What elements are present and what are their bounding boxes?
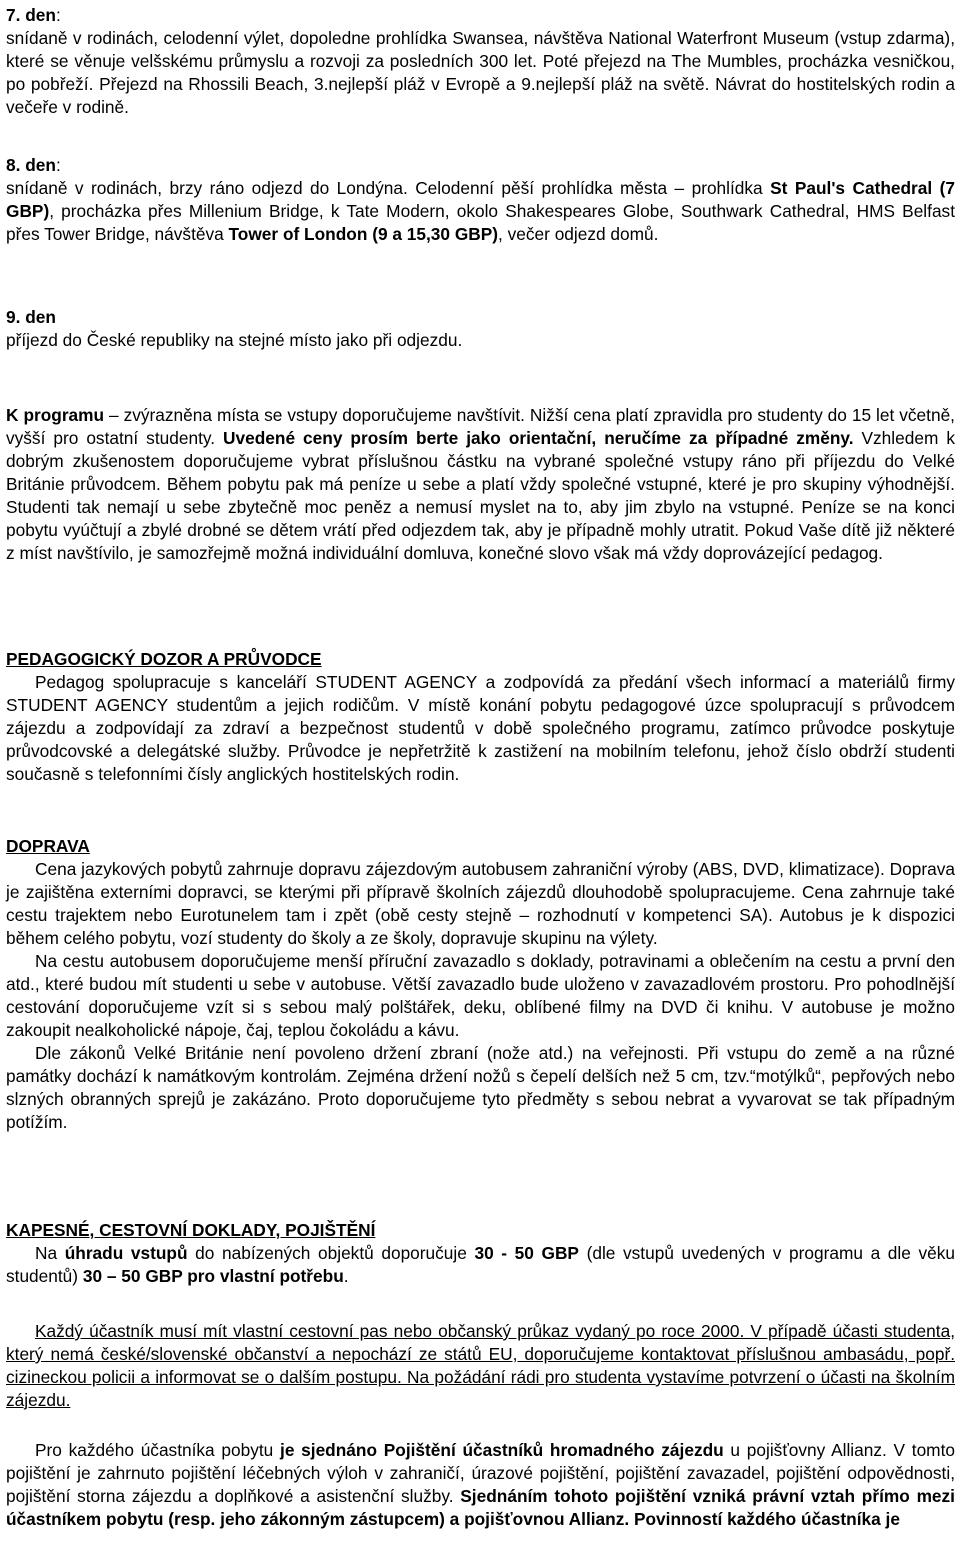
doprava-paragraph: Dle zákonů Velké Británie není povoleno držení zbraní (nože atd.) na veřejnosti. Při vstupu do země a na různé památky dochází k namátkovým kontrolám. Zejména držení nožů s čepelí delších než 5 cm, tzv.“motýlků“, pepřových nebo slzných obranných sprejů je zakázáno. Proto doporučujeme tyto předměty s sebou nebrat a vyvarovat se tak případným potížím. (6, 1043, 955, 1132)
kapesne-section (6, 1219, 955, 1288)
pocket-money-highlight: úhradu vstupů (64, 1243, 188, 1263)
insurance-part: u pojišťovny Allianz. V tomto pojištění je zahrnuto pojištění léčebných výloh v zahraničí, úrazové pojištění, pojištění zavazadel, pojištění odpovědnosti, pojištění storna zájezdu a doplňkové a asistenční služby. (6, 1440, 955, 1506)
day-9-text: příjezd do České republiky na stejné místo jako při odjezdu. (6, 330, 463, 350)
travel-documents-text: Každý účastník musí mít vlastní cestovní pas nebo občanský průkaz vydaný po roce 2000. V případě účasti studenta, který nemá české/slovenské občanství a nepochází ze států EU, doporučujeme kontaktovat příslušnou ambasádu, popř. cizineckou policii a informovat se o dalším postupu. Na požádání rádi pro studenta vystavíme potvrzení o účasti na školním zájezdu. (6, 1321, 955, 1410)
program-note-part: Vzhledem k dobrým zkušenostem doporučujeme vybrat příslušnou částku na vybrané společné vstupy ráno při příjezdu do Velké Británie průvodcem. Během pobytu pak má peníze u sebe a platí vždy společné vstupné, které je pro skupiny výhodnější. Studenti tak nemají u sebe zbytečně moc peněz a nemusí myslet na to, aby jim zbylo na vstupné. Peníze se na konci pobytu vyúčtují a zbylé drobné se dětem vrátí před odjezdem tak, aby je případně mohly utratit. Pokud Vaše dítě již některé z míst navštívilo, je samozřejmě možná individuální domluva, konečné slovo však má vždy doprovázející pedagog. (6, 428, 955, 563)
travel-documents (6, 1320, 955, 1412)
doprava-paragraph: Cena jazykových pobytů zahrnuje dopravu zájezdovým autobusem zahraniční výroby (ABS, DVD, klimatizace). Doprava je zajištěna externími dopravci, se kterými při přípravě školních zájezdů dlouhodobě spolupracujeme. Cena zahrnuje také cestu trajektem nebo Eurotunelem tam i zpět (obě cesty stejně – rozhodnutí v kompetenci SA). Autobus je k dispozici během celého pobytu, vozí studenty do školy a ze školy, dopravuje skupinu na výlety. (6, 859, 955, 948)
day-7-section (6, 4, 955, 119)
pocket-money-part: Na (35, 1243, 65, 1263)
insurance-highlight: Sjednáním tohoto pojištění vzniká právní vztah přímo mezi účastníkem pobytu (resp. jeho zákonným zástupcem) a pojišťovnou Allianz. Povinností každého účastníka je (6, 1486, 955, 1529)
insurance-part: Pro každého účastníka pobytu (35, 1440, 281, 1460)
program-note-text (6, 404, 955, 565)
day-7-text: snídaně v rodinách, celodenní výlet, dopoledne prohlídka Swansea, návštěva National Waterfront Museum (vstup zdarma), které se věnuje velšskému průmyslu a rozvoji za posledních 300 let. Poté přejezd na The Mumbles, procházka vesničkou, po pobřeží. Přejezd na Rhossili Beach, 3.nejlepší pláž v Evropě a 9.nejlepší pláž na světě. Návrat do hostitelských rodin a večeře v rodině. (6, 28, 955, 117)
pocket-money-highlight: 30 – 50 GBP pro vlastní potřebu (82, 1266, 344, 1286)
doprava-paragraph: Na cestu autobusem doporučujeme menší příruční zavazadlo s doklady, potravinami a oblečením na cestu a první den atd., které budou mít studenti u sebe v autobuse. Větší zavazadlo bude uloženo v zavazadlovém prostoru. Pro pohodlnější cestování doporučujeme vzít si s sebou malý polštářek, deku, oblíbené filmy na DVD či knihu. V autobuse je možno zakoupit nealkoholické nápoje, čaj, teplou čokoládu a kávu. (6, 951, 955, 1040)
insurance-highlight: je sjednáno Pojištění účastníků hromadného zájezdu (280, 1440, 724, 1460)
pedagog-heading: PEDAGOGICKÝ DOZOR A PRŮVODCE (6, 649, 322, 669)
pocket-money-part: . (343, 1266, 349, 1286)
pocket-money-part: do nabízených objektů doporučuje (187, 1243, 475, 1263)
kapesne-heading: KAPESNÉ, CESTOVNÍ DOKLADY, POJIŠTĚNÍ (6, 1220, 376, 1240)
price-disclaimer: Uvedené ceny prosím berte jako orientační, neručíme za případné změny. (223, 428, 854, 448)
day-7-heading: 7. den (6, 5, 56, 25)
insurance (6, 1439, 955, 1531)
day-8-section (6, 154, 955, 246)
st-pauls-highlight: St Paul's Cathedral (7 GBP) (6, 178, 955, 221)
program-note-part: – zvýrazněna místa se vstupy doporučujeme navštívit. Nižší cena platí zpravidla pro studenty do 15 let včetně, vyšší pro ostatní studenty. (6, 405, 955, 448)
insurance-text (6, 1439, 955, 1531)
pocket-money-highlight: 30 - 50 GBP (474, 1243, 579, 1263)
tower-of-london-highlight: Tower of London (9 a 15,30 GBP) (228, 224, 499, 244)
doprava-heading: DOPRAVA (6, 836, 90, 856)
doprava-section (6, 835, 955, 1134)
day-7-colon: : (55, 5, 61, 25)
day-9-section (6, 306, 955, 352)
program-note-label: K programu (6, 405, 105, 425)
pedagog-section (6, 648, 955, 786)
day-8-text-part: , večer odjezd domů. (498, 224, 659, 244)
day-8-text (6, 177, 955, 246)
day-8-heading: 8. den (6, 155, 56, 175)
day-8-colon: : (55, 155, 61, 175)
program-note (6, 404, 955, 565)
pocket-money-part: (dle vstupů uvedených v programu a dle věku studentů) (6, 1243, 955, 1286)
day-8-text-part: , procházka přes Millenium Bridge, k Tate Modern, okolo Shakespeares Globe, Southwark Cathedral, HMS Belfast přes Tower Bridge, návštěva (6, 201, 955, 244)
day-8-text-part: snídaně v rodinách, brzy ráno odjezd do Londýna. Celodenní pěší prohlídka města – prohlídka (6, 178, 771, 198)
pedagog-text: Pedagog spolupracuje s kanceláří STUDENT AGENCY a zodpovídá za předání všech informací a materiálů firmy STUDENT AGENCY studentům a jejich rodičům. V místě konání pobytu pedagogové úzce spolupracují s průvodcem zájezdu a zodpovídají za zdraví a bezpečnost studentů v době společného programu, zatímco průvodce poskytuje průvodcovské a delegátské služby. Průvodce je nepřetržitě k zastižení na mobilním telefonu, jehož číslo obdrží studenti současně s telefonními čísly anglických hostitelských rodin. (6, 672, 955, 784)
pocket-money-text (6, 1242, 955, 1288)
day-9-heading: 9. den (6, 307, 56, 327)
